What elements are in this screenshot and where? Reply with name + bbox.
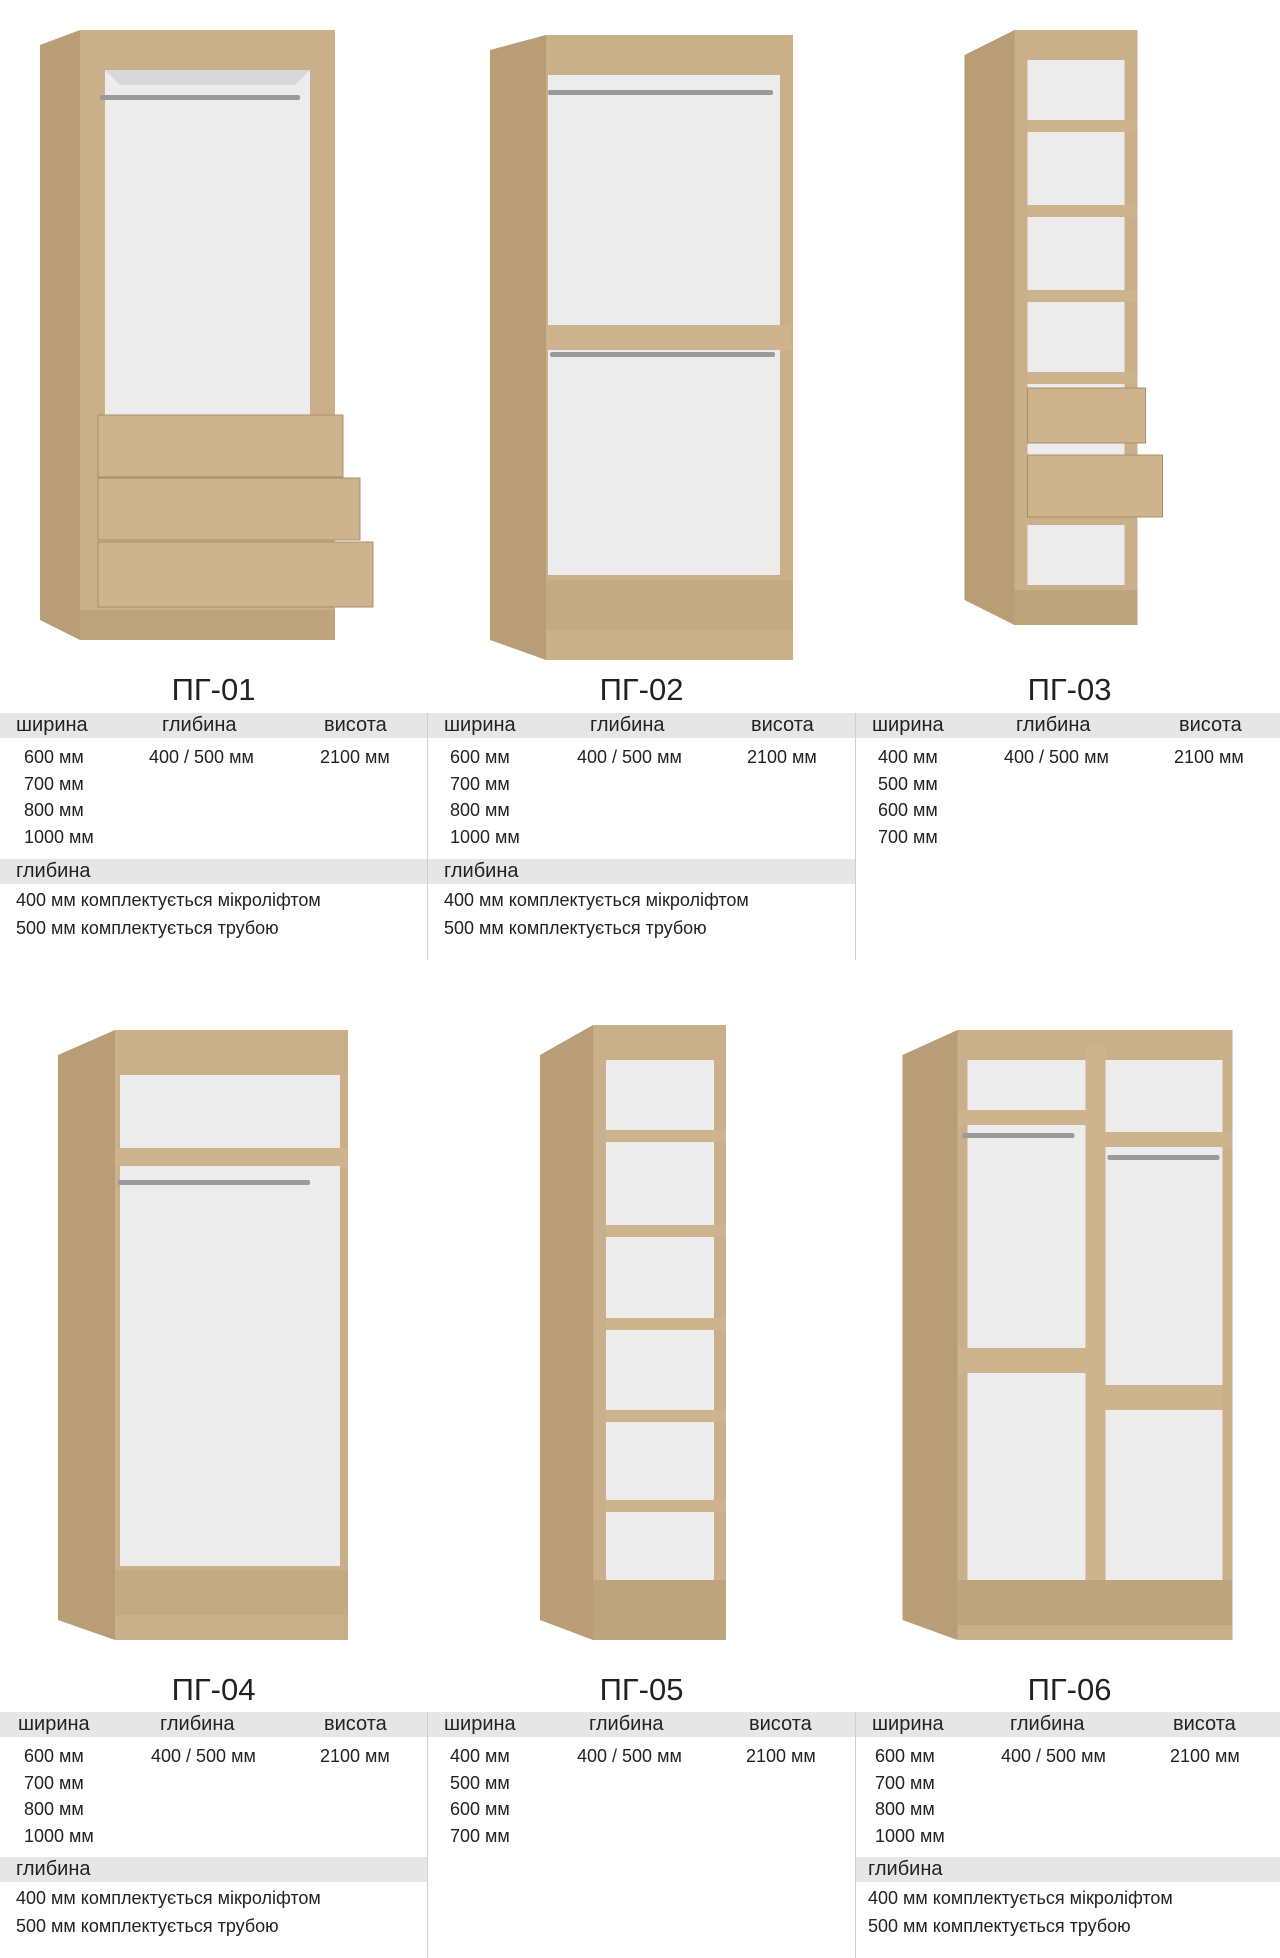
depth-note-label: глибина — [16, 860, 91, 882]
width-value: 700 мм — [450, 773, 510, 794]
depth-value: 400 / 500 мм — [1004, 747, 1109, 767]
depth-value: 400 / 500 мм — [149, 747, 254, 767]
depth-label: глибина — [590, 714, 665, 736]
width-label: ширина — [16, 714, 88, 736]
width-value: 600 мм — [450, 1799, 510, 1819]
wardrobe-two-rods-image — [428, 0, 855, 670]
width-value: 1000 мм — [875, 1825, 945, 1846]
wardrobe-rod-3-drawers-image — [0, 0, 427, 670]
width-value: 700 мм — [875, 1772, 935, 1793]
product-card-pg06 — [856, 1000, 1280, 1958]
width-value: 700 мм — [450, 1825, 510, 1846]
product-card-pg02 — [428, 0, 855, 960]
depth-value: 400 / 500 мм — [1001, 1746, 1106, 1766]
product-image — [428, 0, 855, 670]
product-title: ПГ-02 — [599, 672, 684, 707]
note-line: 400 мм комплектується мікроліфтом — [868, 1888, 1173, 1908]
spec-header — [428, 713, 855, 738]
width-value: 800 мм — [24, 1799, 84, 1819]
note-line: 400 мм комплектується мікроліфтом — [16, 1888, 321, 1908]
height-label: висота — [1173, 1713, 1236, 1735]
height-label: висота — [751, 714, 814, 736]
depth-note-header — [856, 1857, 1280, 1882]
width-value: 700 мм — [878, 826, 938, 847]
width-value: 500 мм — [450, 1772, 510, 1793]
note-line: 500 мм комплектується трубою — [444, 918, 707, 938]
depth-note-header — [0, 1857, 427, 1882]
width-value: 600 мм — [24, 1746, 84, 1766]
width-label: ширина — [872, 1713, 944, 1735]
spec-header — [0, 1712, 427, 1737]
width-value: 400 мм — [450, 1746, 510, 1766]
product-title: ПГ-06 — [1027, 1672, 1112, 1707]
product-title: ПГ-01 — [171, 672, 256, 707]
depth-value: 400 / 500 мм — [151, 1746, 256, 1766]
width-value: 700 мм — [24, 1772, 84, 1793]
depth-notes — [444, 886, 749, 942]
depth-notes — [868, 1884, 1173, 1940]
width-value: 600 мм — [875, 1746, 935, 1766]
depth-note-header — [428, 859, 855, 884]
height-label: висота — [1179, 714, 1242, 736]
width-value: 800 мм — [24, 800, 84, 820]
product-image — [0, 1000, 427, 1670]
depth-label: глибина — [589, 1713, 664, 1735]
note-line: 500 мм комплектується трубою — [16, 918, 279, 938]
spec-values — [0, 1743, 427, 1851]
width-value: 1000 мм — [24, 826, 94, 847]
height-value: 2100 мм — [746, 1746, 816, 1766]
spec-values — [428, 744, 855, 852]
depth-note-label: глибина — [16, 1858, 91, 1880]
depth-label: глибина — [160, 1713, 235, 1735]
width-value: 1000 мм — [450, 826, 520, 847]
depth-notes — [16, 1884, 321, 1940]
depth-value: 400 / 500 мм — [577, 1746, 682, 1766]
height-value: 2100 мм — [1174, 747, 1244, 767]
height-value: 2100 мм — [320, 747, 390, 767]
height-value: 2100 мм — [320, 1746, 390, 1766]
spec-header — [856, 713, 1280, 738]
width-value: 800 мм — [450, 800, 510, 820]
product-title: ПГ-05 — [599, 1672, 684, 1707]
width-value: 600 мм — [878, 800, 938, 820]
height-label: висота — [324, 1713, 387, 1735]
narrow-shelves-image — [428, 1000, 855, 1670]
spec-header — [856, 1712, 1280, 1737]
depth-label: глибина — [1010, 1713, 1085, 1735]
spec-header — [0, 713, 427, 738]
width-value: 400 мм — [878, 747, 938, 767]
width-value: 700 мм — [24, 773, 84, 794]
note-line: 500 мм комплектується трубою — [16, 1916, 279, 1936]
product-image — [428, 1000, 855, 1670]
product-card-pg01 — [0, 0, 427, 960]
depth-value: 400 / 500 мм — [577, 747, 682, 767]
product-image — [856, 0, 1280, 670]
product-title: ПГ-04 — [171, 1672, 256, 1707]
height-label: висота — [749, 1713, 812, 1735]
height-label: висота — [324, 714, 387, 736]
narrow-shelves-2-drawers-image — [856, 0, 1280, 670]
depth-notes — [16, 886, 321, 942]
note-line: 400 мм комплектується мікроліфтом — [16, 890, 321, 910]
width-value: 800 мм — [875, 1799, 935, 1819]
width-label: ширина — [18, 1713, 90, 1735]
width-value: 500 мм — [878, 773, 938, 794]
spec-values — [0, 744, 427, 852]
height-value: 2100 мм — [1170, 1746, 1240, 1766]
width-label: ширина — [444, 1713, 516, 1735]
product-card-pg05 — [428, 1000, 855, 1958]
product-image — [0, 0, 427, 670]
height-value: 2100 мм — [747, 747, 817, 767]
double-wardrobe-rods-image — [856, 1000, 1280, 1670]
product-image — [856, 1000, 1280, 1670]
width-value: 1000 мм — [24, 1825, 94, 1846]
spec-values — [856, 744, 1280, 852]
product-card-pg03 — [856, 0, 1280, 960]
depth-note-label: глибина — [868, 1858, 943, 1880]
width-label: ширина — [444, 714, 516, 736]
note-line: 400 мм комплектується мікроліфтом — [444, 890, 749, 910]
product-title: ПГ-03 — [1027, 672, 1112, 707]
product-card-pg04 — [0, 1000, 427, 1958]
wardrobe-top-shelf-rod-image — [0, 1000, 427, 1670]
width-label: ширина — [872, 714, 944, 736]
depth-note-header — [0, 859, 427, 884]
width-value: 600 мм — [450, 747, 510, 767]
spec-values — [428, 1743, 855, 1851]
depth-label: глибина — [1016, 714, 1091, 736]
depth-label: глибина — [162, 714, 237, 736]
depth-note-label: глибина — [444, 860, 519, 882]
note-line: 500 мм комплектується трубою — [868, 1916, 1131, 1936]
spec-values — [856, 1743, 1280, 1851]
width-value: 600 мм — [24, 747, 84, 767]
spec-header — [428, 1712, 855, 1737]
